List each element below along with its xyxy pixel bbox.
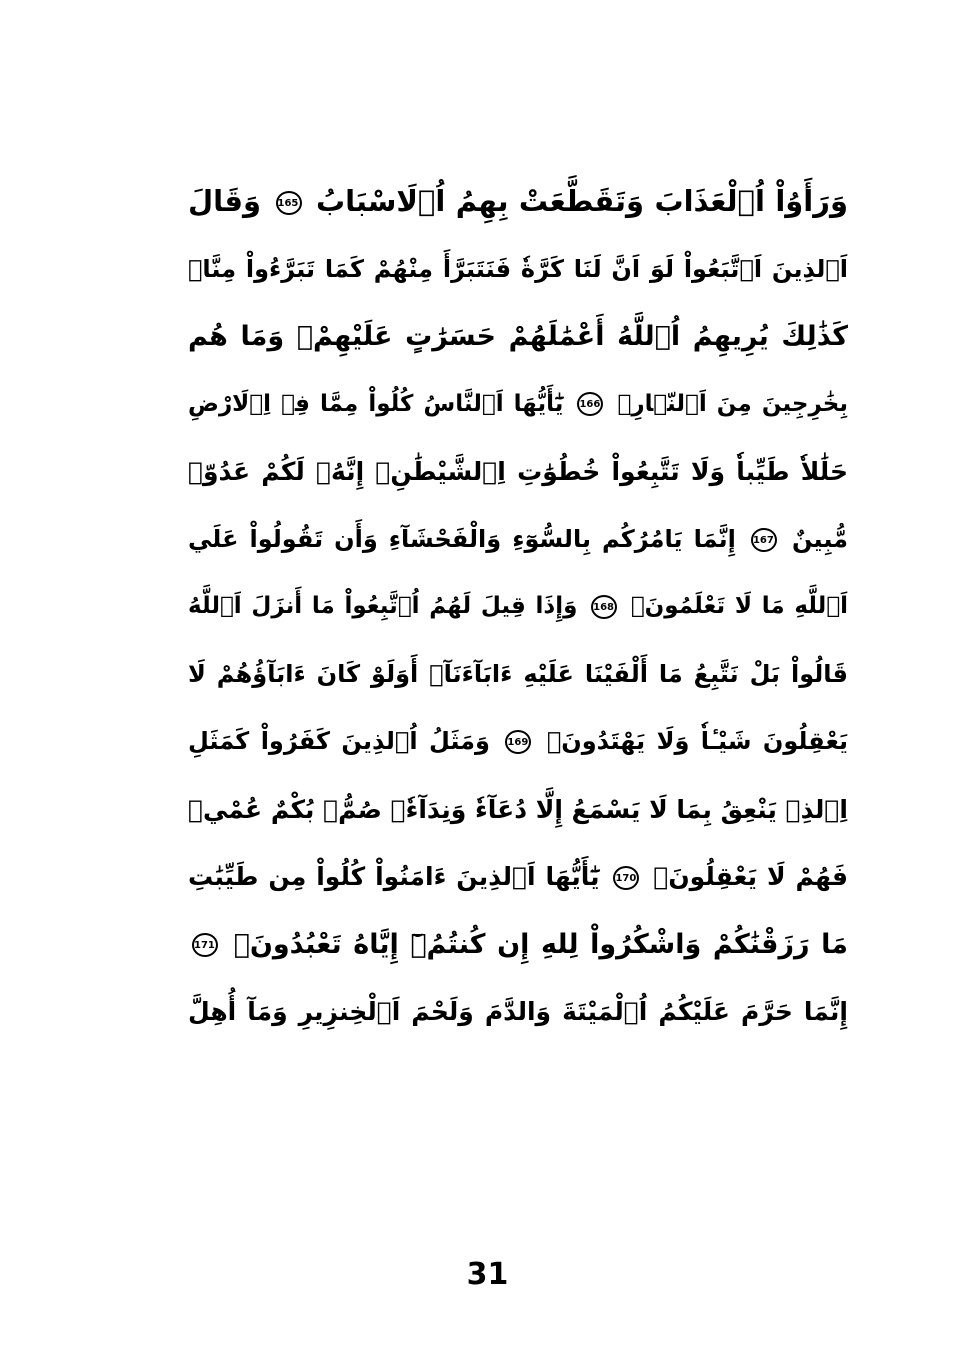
text-line-6 [188,506,848,574]
text-line-5 [188,438,848,506]
ayah-number-marker: 168 [591,595,617,619]
line-text: يَعْقِلُونَ شَيْـٔاٗ وَلَا يَهْتَدُونَۖ [546,727,848,755]
line-text: يَٰٓأَيُّهَا اَ۬لنَّاسُ كُلُواْ مِمَّا فِے اِ۬لَارْضِ [188,390,564,417]
ayah-number-marker: 171 [192,933,218,957]
line-text: وَإِذَا قِيلَ لَهُمُ اُ۪تَّبِعُواْ مَا أَنزَلَ اَ۬للَّهُ [188,593,578,619]
ayah-number-marker: 167 [751,528,777,552]
line-text: إِنَّمَا حَرَّمَ عَلَيْكُمُ اُ۬لْمَيْتَةَ وَالدَّمَ وَلَحْمَ اَ۬لْخِنزِيرِ وَمَآ أُهِلَّ [188,997,848,1026]
line-text: اِ۬لذِے يَنْعِقُ بِمَا لَا يَسْمَعُ إِلَّا دُعَآءٗ وَنِدَآءٗۖ صُمُّۢ بُكْمٌ عُمْيٞ [188,794,848,824]
line-text: قَالُواْ بَلْ نَتَّبِعُ مَا أَلْفَيْنَا عَلَيْهِ ءَابَآءَنَآۖ أَوَلَوْ كَانَ ءَابَآؤُهُمْ لَا [188,659,848,688]
text-line-13 [188,978,848,1046]
ayah-number-marker: 166 [577,392,603,416]
line-text: وَرَأَوُاْ اُ۬لْعَذَابَ وَتَقَطَّعَتْ بِهِمُ اُ۬لَاسْبَابُ [315,184,848,218]
text-line-9 [188,708,848,776]
line-text: وَمَثَلُ اُ۬لذِينَ كَفَرُواْ كَمَثَلِ [188,727,490,755]
line-text: اَ۬لذِينَ اَ۪تَّبَعُواْ لَوَ اَنَّ لَنَا كَرَّةٗ فَنَتَبَرَّأَ مِنْهُمْ كَمَا تَبَرَّءُواْ مِنَّاۖ [188,254,848,283]
line-text: مَا رَزَقْنَٰكُمْ وَاشْكُرُواْ لِلهِ إِن كُنتُمُۥٓ إِيَّاهُ تَعْبُدُونَۖ [233,928,848,960]
text-line-8 [188,641,848,709]
page-number: 31 [466,1257,509,1292]
text-line-1 [188,168,848,236]
text-line-11 [188,843,848,911]
text-line-4 [188,371,848,439]
line-text: إِنَّمَا يَامُرُكُم بِالسُّوٓءِ وَالْفَحْشَآءِ وَأَن تَقُولُواْ عَلَي [188,524,736,553]
line-text: بِخَٰرِجِينَ مِنَ اَ۬لنّ۪ارِۖ [617,390,848,417]
line-text: اَ۬للَّهِ مَا لَا تَعْلَمُونَۖ [630,593,848,619]
ayah-number-marker: 170 [613,866,639,890]
text-line-3 [188,303,848,371]
ayah-number-marker: 169 [505,730,531,754]
line-text: مُّبِينٌ [791,524,848,553]
line-text: حَلَٰلاٗ طَيِّباٗ وَلَا تَتَّبِعُواْ خُطُوَٰتِ اِ۬لشَّيْطَٰنِۖ إِنَّهُۥ لَكُمْ عَدُوّٞ [188,457,848,486]
text-line-7 [188,573,848,641]
text-line-10 [188,776,848,844]
text-line-2 [188,236,848,304]
quran-text-block [188,168,848,1046]
ayah-number-marker: 165 [276,191,302,215]
text-line-12 [188,911,848,979]
line-text: وَقَالَ [188,184,262,218]
line-text: كَذَٰلِكَ يُرِيهِمُ اُ۬للَّهُ أَعْمَٰلَهُمْ حَسَرَٰتٍ عَلَيْهِمْۖ وَمَا هُم [188,321,848,352]
line-text: يَٰٓأَيُّهَا اَ۬لذِينَ ءَامَنُواْ كُلُواْ مِن طَيِّبَٰتِ [188,862,600,891]
line-text: فَهُمْ لَا يَعْقِلُونَۖ [653,862,848,891]
